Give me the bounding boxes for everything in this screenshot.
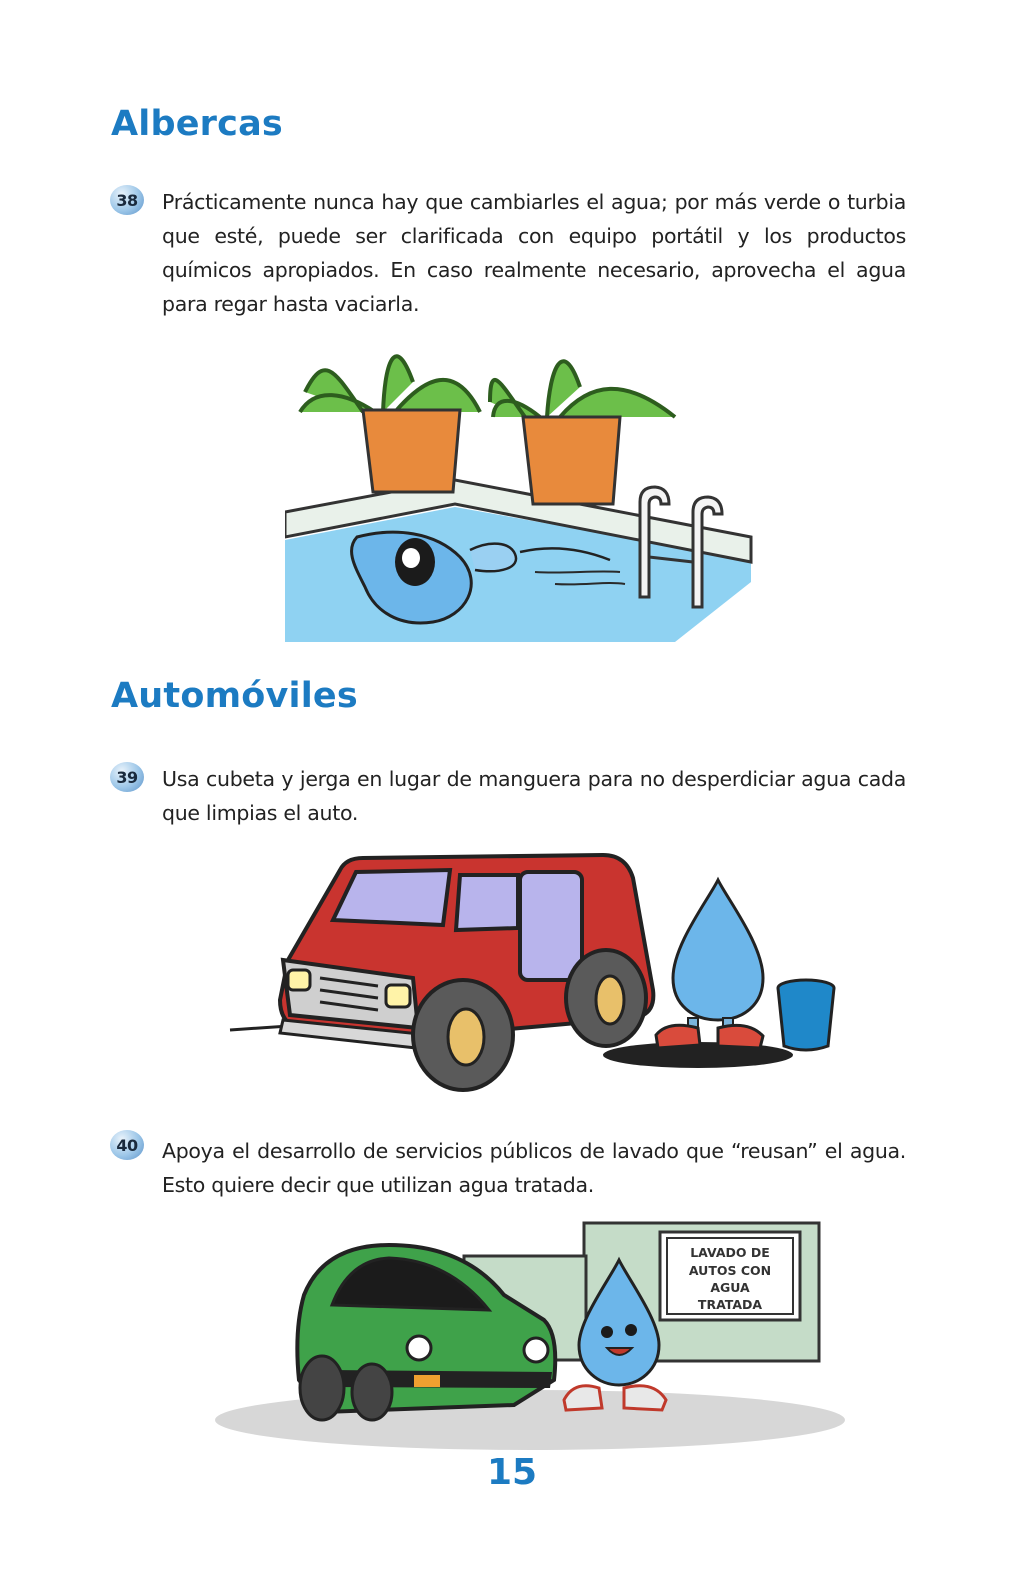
tip-text: Usa cubeta y jerga en lugar de manguera para no desperdiciar agua cada que limpias el auto.	[162, 767, 906, 825]
van-washing-illustration	[228, 850, 838, 1095]
plant-pot-right	[490, 361, 675, 504]
tip-number-badge: 39	[110, 762, 144, 792]
plant-pot-left	[300, 356, 480, 492]
tip-text: Apoya el desarrollo de servicios públicos de lavado que “reusan” el agua. Esto quiere decir que utilizan agua tratada.	[162, 1139, 906, 1197]
tip-text: Prácticamente nunca hay que cambiarles el agua; por más verde o turbia que esté, puede ser clarificada con equipo portátil y los productos químicos apropiados. En caso realmente necesario, aprovecha el agua para regar hasta vaciarla.	[162, 190, 906, 316]
sign-line: LAVADO DE	[690, 1245, 770, 1260]
section-title-albercas: Albercas	[111, 104, 283, 144]
tip-number-badge: 38	[110, 185, 144, 215]
carwash-illustration	[214, 1220, 846, 1452]
sign-line: AUTOS CON	[688, 1263, 772, 1278]
red-van	[280, 855, 653, 1090]
bucket-icon	[778, 980, 834, 1050]
page-number: 15	[486, 1452, 538, 1493]
sign-line: AGUA	[710, 1280, 750, 1295]
section-title-automoviles: Automóviles	[111, 676, 358, 716]
pool-illustration	[285, 322, 755, 647]
tip-number-badge: 40	[110, 1130, 144, 1160]
drop-character	[656, 880, 763, 1048]
sign-line: TRATADA	[697, 1297, 763, 1312]
